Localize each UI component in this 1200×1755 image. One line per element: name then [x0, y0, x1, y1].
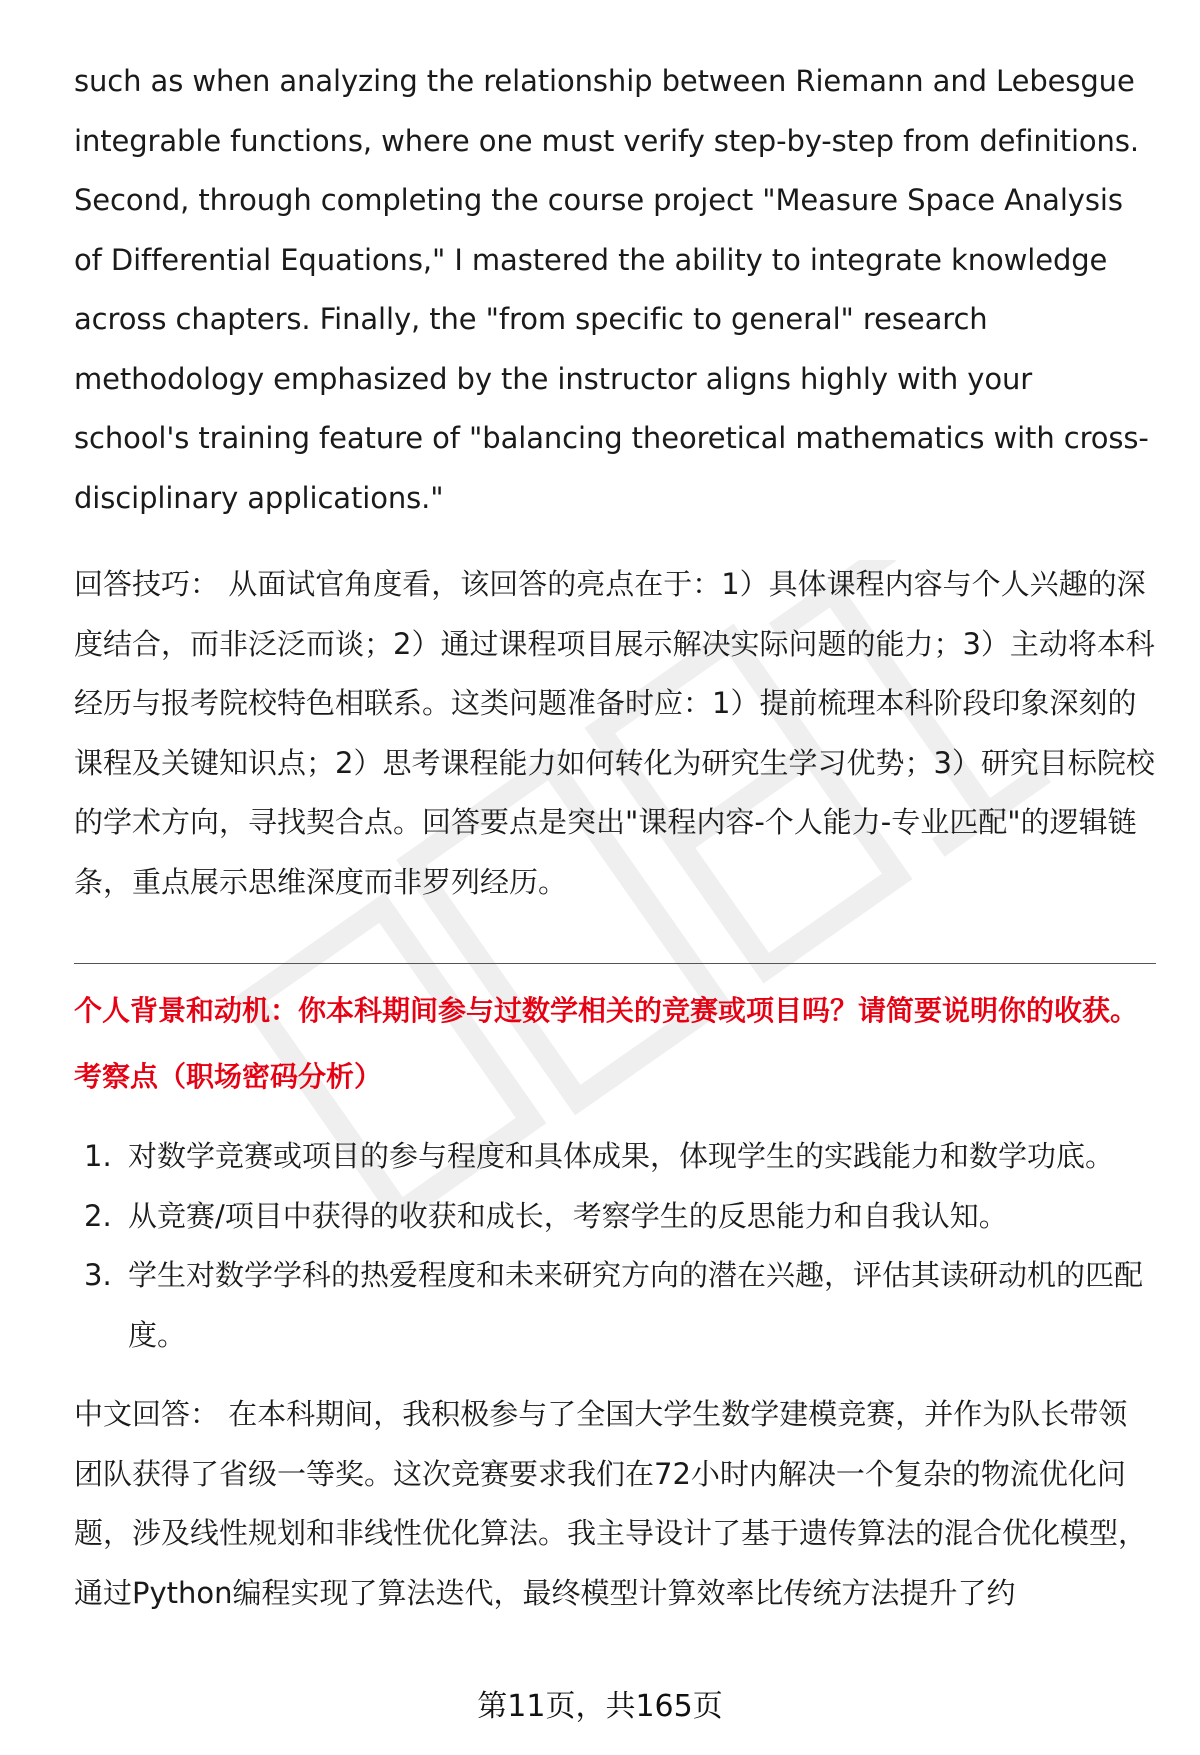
list-item — [74, 1246, 1156, 1365]
list-item — [74, 1187, 1156, 1247]
page-number-footer: 第11页，共165页 — [477, 1689, 723, 1724]
list-item-text: 对数学竞赛或项目的参与程度和具体成果，体现学生的实践能力和数学功底。 — [128, 1139, 1115, 1173]
list-item-number: 3. — [84, 1258, 112, 1292]
assessment-points-heading: 考察点（职场密码分析） — [74, 1060, 383, 1093]
list-item-text: 学生对数学学科的热爱程度和未来研究方向的潜在兴趣，评估其读研动机的匹配度。 — [128, 1258, 1144, 1352]
question-heading: 个人背景和动机：你本科期间参与过数学相关的竞赛或项目吗？请简要说明你的收获。 — [74, 994, 1139, 1027]
list-item-text: 从竞赛/项目中获得的收获和成长，考察学生的反思能力和自我认知。 — [128, 1198, 1008, 1233]
list-item-number: 1. — [84, 1139, 112, 1173]
intro-paragraph: such as when analyzing the relationship between Riemann and Lebesgue integrable functions, where one must verify step-by-step from definitions. Second, through completing the course project "Measure Space Analysis of Differential Equations," I mastered the ability to integrate knowledge across chapters. Finally, the "from specific to general" research methodology emphasized by the instructor aligns highly with your school's training feature of "balancing theoretical mathematics with cross-disciplinary applications." — [74, 64, 1149, 515]
assessment-points-list — [74, 1127, 1156, 1365]
list-item — [74, 1127, 1156, 1187]
chinese-answer-paragraph: 中文回答： 在本科期间，我积极参与了全国大学生数学建模竞赛，并作为队长带领团队获得了省级一等奖。这次竞赛要求我们在72小时内解决一个复杂的物流优化问题，涉及线性规划和非线性优化算法。我主导设计了基于遗传算法的混合优化模型，通过Python编程实现了算法迭代，最终模型计算效率比传统方法提升了约 — [74, 1397, 1148, 1610]
section-divider — [74, 963, 1156, 964]
question-section — [74, 991, 1156, 1623]
answer-tips-paragraph: 回答技巧： 从面试官角度看，该回答的亮点在于：1）具体课程内容与个人兴趣的深度结合，而非泛泛而谈；2）通过课程项目展示解决实际问题的能力；3）主动将本科经历与报考院校特色相联系。这类问题准备时应：1）提前梳理本科阶段印象深刻的课程及关键知识点；2）思考课程能力如何转化为研究生学习优势；3）研究目标院校的学术方向，寻找契合点。回答要点是突出"课程内容-个人能力-专业匹配"的逻辑链条，重点展示思维深度而非罗列经历。 — [74, 567, 1155, 899]
page-content — [74, 52, 1156, 912]
list-item-number: 2. — [84, 1198, 112, 1233]
